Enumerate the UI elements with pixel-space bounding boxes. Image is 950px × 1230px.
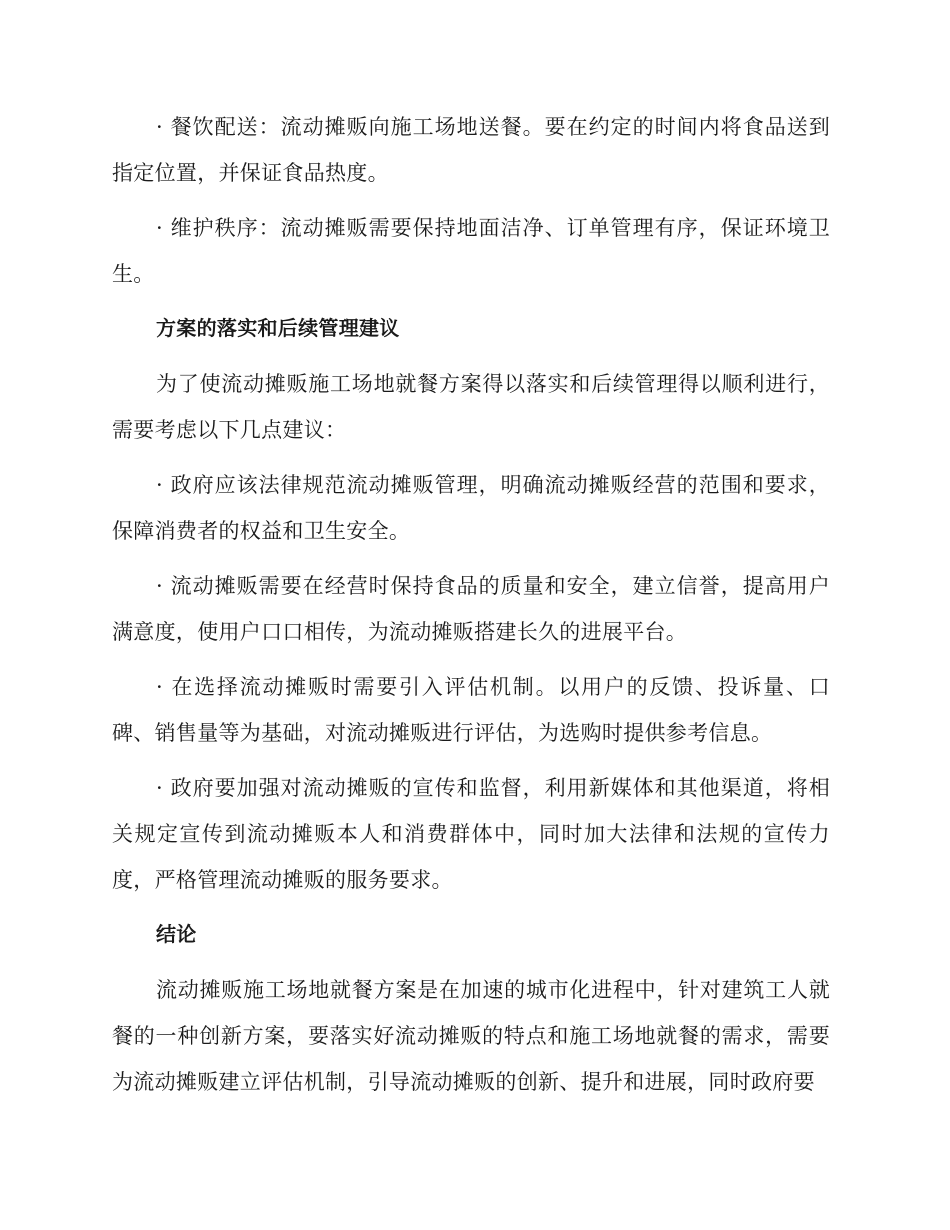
paragraph-maintain-order: · 维护秩序：流动摊贩需要保持地面洁净、订单管理有序，保证环境卫生。 bbox=[112, 216, 830, 286]
paragraph-implementation-intro: 为了使流动摊贩施工场地就餐方案得以落实和后续管理得以顺利进行，需要考虑以下几点建议： bbox=[112, 372, 830, 442]
paragraph-catering-delivery: · 餐饮配送：流动摊贩向施工场地送餐。要在约定的时间内将食品送到指定位置，并保证食品热度。 bbox=[112, 115, 830, 185]
paragraph-evaluation-mechanism: · 在选择流动摊贩时需要引入评估机制。以用户的反馈、投诉量、口碑、销售量等为基础，对流动摊贩进行评估，为选购时提供参考信息。 bbox=[112, 675, 830, 745]
document-page bbox=[112, 104, 830, 1114]
section-heading-conclusion: 结论 bbox=[156, 922, 197, 946]
section-heading-implementation: 方案的落实和后续管理建议 bbox=[156, 316, 400, 340]
paragraph-conclusion: 流动摊贩施工场地就餐方案是在加速的城市化进程中，针对建筑工人就餐的一种创新方案，要落实好流动摊贩的特点和施工场地就餐的需求，需要为流动摊贩建立评估机制，引导流动摊贩的创新、提升和进展，同时政府要 bbox=[112, 978, 830, 1094]
paragraph-food-quality: · 流动摊贩需要在经营时保持食品的质量和安全，建立信誉，提高用户满意度，使用户口口相传，为流动摊贩搭建长久的进展平台。 bbox=[112, 574, 830, 644]
paragraph-government-regulation: · 政府应该法律规范流动摊贩管理，明确流动摊贩经营的范围和要求，保障消费者的权益和卫生安全。 bbox=[112, 473, 830, 543]
paragraph-publicity-supervision: · 政府要加强对流动摊贩的宣传和监督，利用新媒体和其他渠道，将相关规定宣传到流动摊贩本人和消费群体中，同时加大法律和法规的宣传力度，严格管理流动摊贩的服务要求。 bbox=[112, 776, 830, 892]
